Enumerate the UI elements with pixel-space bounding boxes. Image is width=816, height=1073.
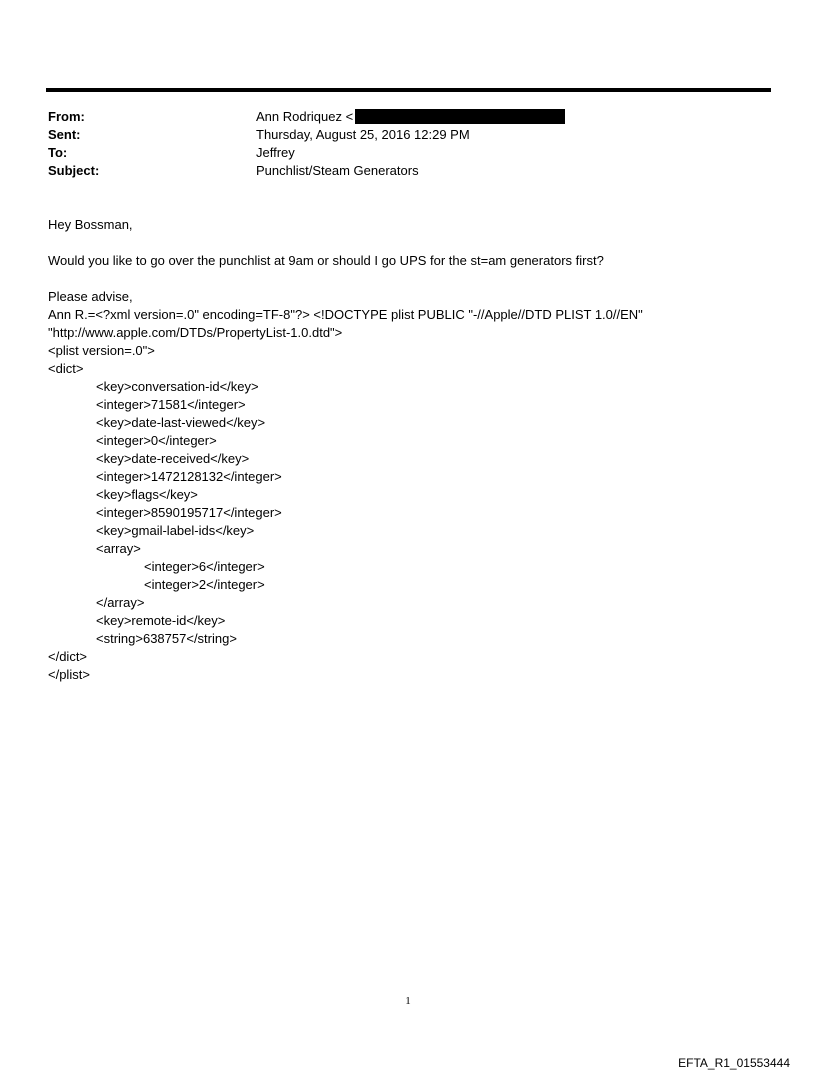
subject-row	[48, 162, 748, 180]
from-label: From:	[48, 109, 85, 124]
subject-label: Subject:	[48, 163, 100, 178]
plist-line: <integer>6</integer>	[144, 559, 265, 574]
spacer	[48, 234, 778, 252]
plist-line: Ann R.=<?xml version=.0" encoding=TF-8"?> <!DOCTYPE plist PUBLIC "-//Apple//DTD PLIST 1.0//EN"	[48, 307, 643, 322]
to-label: To:	[48, 145, 68, 160]
subject-value: Punchlist/Steam Generators	[256, 163, 419, 178]
plist-line: <integer>1472128132</integer>	[96, 469, 282, 484]
plist-line: <key>conversation-id</key>	[96, 379, 259, 394]
plist-line: <key>date-last-viewed</key>	[96, 415, 266, 430]
message-text: Would you like to go over the punchlist at 9am or should I go UPS for the st=am generators first?	[48, 253, 604, 268]
plist-line: <integer>71581</integer>	[96, 397, 246, 412]
to-row	[48, 144, 748, 162]
sent-value: Thursday, August 25, 2016 12:29 PM	[256, 127, 470, 142]
email-body	[48, 216, 778, 684]
email-header	[48, 108, 748, 180]
plist-line: <key>remote-id</key>	[96, 613, 226, 628]
sent-row	[48, 126, 748, 144]
plist-line: <integer>0</integer>	[96, 433, 217, 448]
plist-line: </array>	[96, 595, 145, 610]
sent-label: Sent:	[48, 127, 81, 142]
plist-line: <key>date-received</key>	[96, 451, 250, 466]
plist-line: <key>gmail-label-ids</key>	[96, 523, 255, 538]
from-row	[48, 108, 748, 126]
plist-line: <plist version=.0">	[48, 343, 155, 358]
advise-line: Please advise,	[48, 289, 133, 304]
redaction-block	[355, 109, 565, 124]
greeting: Hey Bossman,	[48, 217, 133, 232]
page-number: 1	[405, 995, 411, 1007]
to-value: Jeffrey	[256, 145, 295, 160]
from-name: Ann Rodriquez <	[256, 109, 354, 124]
plist-line: <array>	[96, 541, 141, 556]
plist-line: <string>638757</string>	[96, 631, 237, 646]
plist-line: <integer>2</integer>	[144, 577, 265, 592]
plist-line: <key>flags</key>	[96, 487, 198, 502]
plist-line: </dict>	[48, 649, 88, 664]
from-value	[256, 108, 565, 126]
plist-line: <integer>8590195717</integer>	[96, 505, 282, 520]
plist-line: "http://www.apple.com/DTDs/PropertyList-1.0.dtd">	[48, 325, 343, 340]
plist-line: <dict>	[48, 361, 84, 376]
spacer	[48, 270, 778, 288]
plist-block	[48, 306, 778, 684]
plist-line: </plist>	[48, 667, 90, 682]
document-id: EFTA_R1_01553444	[678, 1056, 790, 1070]
header-rule	[46, 88, 771, 92]
